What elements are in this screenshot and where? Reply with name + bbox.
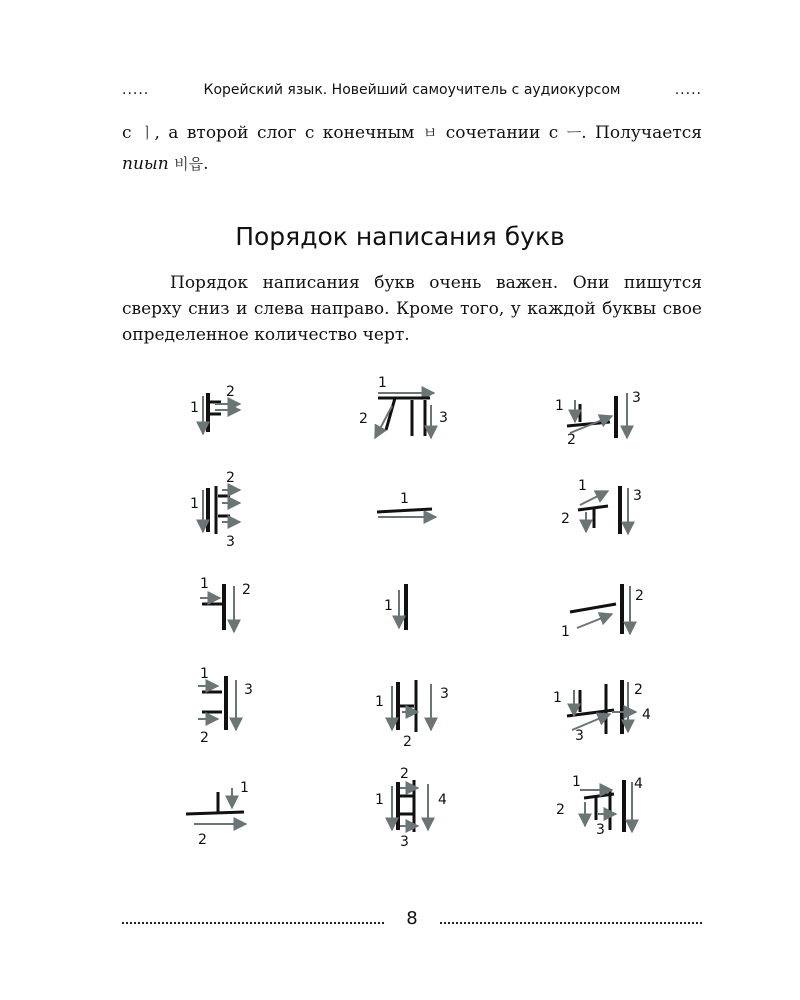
section-heading: Порядок написания букв [235, 222, 565, 251]
header-dots-left: ..... [122, 82, 150, 98]
stroke-label: 4 [634, 776, 643, 792]
stroke-label: 3 [226, 534, 235, 550]
stroke-label: 2 [634, 682, 643, 698]
korean-glyph: ㅡ [566, 124, 582, 142]
stroke-label: 2 [635, 588, 644, 604]
stroke-label: 2 [400, 766, 409, 782]
transliteration: пиып [122, 154, 169, 174]
stroke-label: 2 [359, 411, 368, 427]
page-number: 8 [406, 908, 418, 929]
stroke-label: 3 [633, 488, 642, 504]
header-dots-right: ..... [674, 82, 702, 98]
stroke-label: 2 [242, 582, 251, 598]
stroke-label: 2 [226, 384, 235, 400]
letter-yo [186, 780, 249, 848]
footer-dots-right [440, 922, 702, 924]
stroke-label: 4 [642, 707, 651, 723]
stroke-label: 1 [553, 690, 562, 706]
stroke-label: 3 [400, 834, 409, 850]
stroke-label: 1 [200, 666, 209, 682]
page-footer [122, 908, 702, 932]
stroke-label: 3 [575, 728, 584, 744]
letter-yae [190, 470, 240, 550]
stroke-label: 2 [556, 802, 565, 818]
letter-we [556, 774, 643, 838]
letter-wa [555, 390, 641, 448]
footer-dots-left [122, 922, 384, 924]
stroke-label: 2 [198, 832, 207, 848]
stroke-label: 3 [439, 410, 448, 426]
stroke-label: 2 [403, 734, 412, 750]
stroke-label: 4 [438, 792, 447, 808]
letter-ae [375, 680, 449, 750]
letter-eo [200, 576, 251, 632]
stroke-label: 2 [561, 511, 570, 527]
stroke-label: 2 [567, 432, 576, 448]
intro-part: . Получается [581, 123, 702, 143]
letter-i [384, 584, 406, 630]
stroke-label: 3 [596, 822, 605, 838]
section-paragraph: Порядок написания букв очень важен. Они пишутся сверху сниз и слева направо. Кроме того, у каждой буквы свое определенное количество черт. [122, 273, 702, 345]
letter-eu [377, 491, 436, 517]
intro-part: . [203, 154, 209, 174]
stroke-label: 1 [561, 624, 570, 640]
stroke-label: 1 [378, 375, 387, 391]
korean-glyph: ㅣ [139, 124, 155, 142]
stroke-label: 1 [578, 478, 587, 494]
intro-part: с [122, 123, 140, 143]
header-title: Корейский язык. Новейший самоучитель с аудиокурсом [203, 82, 621, 98]
stroke-label: 1 [240, 780, 249, 796]
stroke-label: 1 [384, 598, 393, 614]
korean-word: 비읍 [174, 155, 204, 173]
stroke-label: 1 [200, 576, 209, 592]
stroke-label: 1 [190, 400, 199, 416]
stroke-label: 1 [375, 694, 384, 710]
stroke-label: 3 [632, 390, 641, 406]
korean-glyph: ㅂ [422, 124, 438, 142]
stroke-label: 2 [200, 730, 209, 746]
intro-part: сочетании с [437, 123, 567, 143]
stroke-label: 1 [190, 496, 199, 512]
stroke-label: 1 [400, 491, 409, 507]
stroke-label: 1 [572, 774, 581, 790]
intro-part: , а второй слог с конечным [154, 123, 423, 143]
stroke-label: 3 [244, 682, 253, 698]
stroke-label: 3 [440, 686, 449, 702]
letter-yeo [198, 666, 253, 746]
stroke-label: 1 [375, 792, 384, 808]
letter-yae-2 [375, 766, 447, 850]
stroke-label: 2 [226, 470, 235, 486]
letter-yu [359, 375, 448, 438]
letter-wae [553, 680, 651, 744]
letter-wo [561, 478, 642, 534]
letter-ya [190, 384, 240, 434]
stroke-label: 1 [555, 398, 564, 414]
letter-wi [561, 584, 644, 640]
